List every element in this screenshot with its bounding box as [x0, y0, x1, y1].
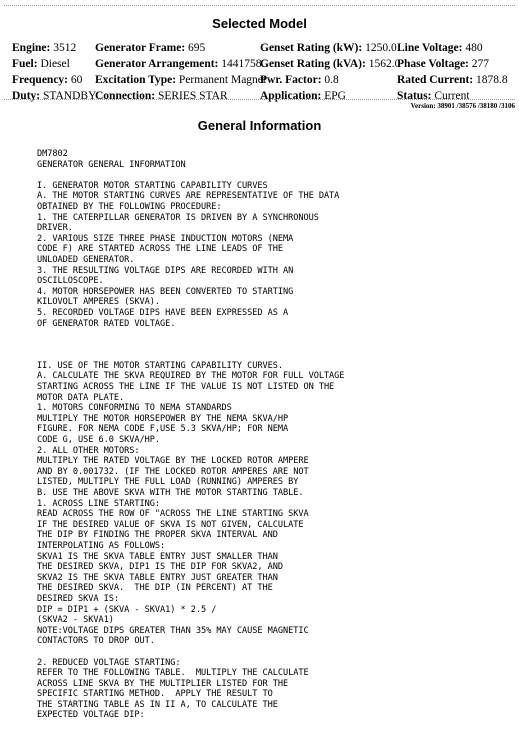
- spec-label: Frequency:: [12, 74, 69, 86]
- spec-label: Genset Rating (kVA):: [260, 58, 366, 70]
- spec-label: Duty:: [12, 90, 41, 102]
- text-line: OF GENERATOR RATED VOLTAGE.: [37, 318, 176, 329]
- text-line: EXPECTED VOLTAGE DIP:: [37, 710, 145, 721]
- text-line: 1. THE CATERPILLAR GENERATOR IS DRIVEN BY A SYNCHRONOUS: [37, 212, 319, 223]
- text-line: 2. ALL OTHER MOTORS:: [37, 445, 140, 456]
- text-line: FIGURE. FOR NEMA CODE F,USE 5.3 SKVA/HP; FOR NEMA: [37, 424, 289, 435]
- spec-cell: [12, 56, 95, 72]
- text-line: 2. VARIOUS SIZE THREE PHASE INDUCTION MOTORS (NEMA: [37, 233, 294, 244]
- text-line: CODE F) ARE STARTED ACROSS THE LINE LEADS OF THE: [37, 244, 283, 255]
- text-line: THE DIP BY FINDING THE PROPER SKVA INTERVAL AND: [37, 530, 278, 541]
- text-line: [37, 647, 511, 658]
- spec-cell: [397, 56, 512, 72]
- spec-label: Status:: [397, 90, 432, 102]
- text-line: MULTIPLY THE RATED VOLTAGE BY THE LOCKED ROTOR AMPERE: [37, 456, 309, 467]
- spec-cell: [260, 72, 397, 88]
- spec-row: [12, 56, 515, 72]
- spec-cell: [260, 88, 397, 104]
- spec-label: Phase Voltage:: [397, 58, 469, 70]
- spec-label: Rated Current:: [397, 74, 474, 86]
- spec-value: 480: [465, 42, 483, 54]
- version-label: Version: 38901 /38576 /38180 /3106: [410, 102, 515, 110]
- spec-label: Excitation Type:: [95, 74, 177, 86]
- spec-value: EPG: [324, 90, 346, 102]
- text-line: SPECIFIC STARTING METHOD. APPLY THE RESULT TO: [37, 689, 273, 700]
- text-line: GENERATOR GENERAL INFORMATION: [37, 159, 186, 170]
- spec-cell: [95, 72, 267, 88]
- text-line: DRIVER.: [37, 223, 73, 234]
- text-line: AND BY 0.001732. (IF THE LOCKED ROTOR AMPERES ARE NOT: [37, 466, 309, 477]
- spec-cell: [95, 40, 260, 56]
- general-information-text: [37, 149, 511, 721]
- text-line: UNLOADED GENERATOR.: [37, 254, 135, 265]
- text-line: REFER TO THE FOLLOWING TABLE. MULTIPLY THE CALCULATE: [37, 668, 309, 679]
- spec-value: 695: [188, 42, 206, 54]
- spec-row: [12, 40, 515, 56]
- text-line: [37, 329, 511, 340]
- spec-cell: [12, 40, 95, 56]
- spec-cell: [260, 40, 397, 56]
- text-line: SKVA1 IS THE SKVA TABLE ENTRY JUST SMALLER THAN: [37, 551, 278, 562]
- text-line: A. THE MOTOR STARTING CURVES ARE REPRESENTATIVE OF THE DATA: [37, 191, 340, 202]
- text-line: [37, 350, 511, 361]
- spec-label: Line Voltage:: [397, 42, 463, 54]
- selected-model-heading: Selected Model: [212, 16, 307, 31]
- text-line: ACROSS LINE SKVA BY THE MULTIPLIER LISTED FOR THE: [37, 678, 289, 689]
- text-line: THE DESIRED SKVA, DIP1 IS THE DIP FOR SKVA2, AND: [37, 562, 283, 573]
- spec-cell: [12, 72, 95, 88]
- spec-value: Diesel: [40, 58, 70, 70]
- text-line: [37, 170, 511, 181]
- text-line: INTERPOLATING AS FOLLOWS:: [37, 540, 166, 551]
- spec-label: Fuel:: [12, 58, 38, 70]
- spec-label: Generator Arrangement:: [95, 58, 219, 70]
- top-divider: [4, 5, 515, 6]
- spec-value: 1441758: [221, 58, 262, 70]
- spec-label: Connection:: [95, 90, 156, 102]
- text-line: (SKVA2 - SKVA1): [37, 615, 114, 626]
- spec-value: 1250.0: [365, 42, 397, 54]
- spec-value: 1562.0: [368, 58, 401, 70]
- text-line: 1. ACROSS LINE STARTING:: [37, 498, 160, 509]
- spec-value: 277: [471, 58, 489, 70]
- text-line: THE DESIRED SKVA. THE DIP (IN PERCENT) AT THE: [37, 583, 273, 594]
- text-line: 4. MOTOR HORSEPOWER HAS BEEN CONVERTED TO STARTING: [37, 286, 294, 297]
- spec-row: [12, 72, 515, 88]
- spec-value: 0.8: [324, 74, 339, 86]
- text-line: KILOVOLT AMPERES (SKVA).: [37, 297, 160, 308]
- text-line: OSCILLOSCOPE.: [37, 276, 104, 287]
- spec-cell: [397, 72, 512, 88]
- spec-value: STANDBY: [43, 90, 97, 102]
- text-line: 2. REDUCED VOLTAGE STARTING:: [37, 657, 181, 668]
- text-line: NOTE:VOLTAGE DIPS GREATER THAN 35% MAY CAUSE MAGNETIC: [37, 625, 309, 636]
- text-line: II. USE OF THE MOTOR STARTING CAPABILITY CURVES.: [37, 360, 283, 371]
- spec-label: Pwr. Factor:: [260, 74, 322, 86]
- spec-label: Application:: [260, 90, 322, 102]
- spec-label: Genset Rating (kW):: [260, 42, 363, 54]
- text-line: THE STARTING TABLE AS IN II A, TO CALCULATE THE: [37, 699, 278, 710]
- text-line: 5. RECORDED VOLTAGE DIPS HAVE BEEN EXPRESSED AS A: [37, 307, 289, 318]
- spec-cell: [260, 56, 401, 72]
- spec-label: Generator Frame:: [95, 42, 186, 54]
- text-line: STARTING ACROSS THE LINE IF THE VALUE IS NOT LISTED ON THE: [37, 382, 335, 393]
- text-line: 3. THE RESULTING VOLTAGE DIPS ARE RECORDED WITH AN: [37, 265, 294, 276]
- text-line: MOTOR DATA PLATE.: [37, 392, 125, 403]
- text-line: SKVA2 IS THE SKVA TABLE ENTRY JUST GREATER THAN: [37, 572, 278, 583]
- text-line: B. USE THE ABOVE SKVA WITH THE MOTOR STARTING TABLE.: [37, 488, 304, 498]
- text-line: DESIRED SKVA IS:: [37, 593, 119, 604]
- text-line: 1. MOTORS CONFORMING TO NEMA STANDARDS: [37, 403, 232, 414]
- text-line: DIP = DIP1 + (SKVA - SKVA1) * 2.5 /: [37, 604, 217, 615]
- spec-cell: [95, 56, 260, 72]
- spec-cell: [397, 40, 512, 56]
- section-divider: [4, 99, 515, 100]
- spec-value: 3512: [53, 42, 77, 54]
- text-line: A. CALCULATE THE SKVA REQUIRED BY THE MOTOR FOR FULL VOLTAGE: [37, 371, 345, 382]
- spec-cell: [95, 88, 260, 104]
- text-line: DM7802: [37, 149, 68, 159]
- spec-table: [12, 40, 515, 104]
- spec-value: SERIES STAR: [157, 90, 228, 102]
- text-line: CODE G, USE 6.0 SKVA/HP.: [37, 435, 160, 446]
- spec-cell: [12, 88, 95, 104]
- text-line: I. GENERATOR MOTOR STARTING CAPABILITY CURVES: [37, 180, 268, 191]
- text-line: MULTIPLY THE MOTOR HORSEPOWER BY THE NEMA SKVA/HP: [37, 413, 289, 424]
- spec-value: Permanent Magnet: [178, 74, 267, 86]
- text-line: IF THE DESIRED VALUE OF SKVA IS NOT GIVEN, CALCULATE: [37, 519, 304, 530]
- spec-label: Engine:: [12, 42, 51, 54]
- spec-value: 60: [70, 74, 83, 86]
- general-information-heading: General Information: [197, 118, 322, 133]
- text-line: [37, 340, 511, 351]
- text-line: OBTAINED BY THE FOLLOWING PROCEDURE:: [37, 201, 222, 212]
- text-line: READ ACROSS THE ROW OF "ACROSS THE LINE STARTING SKVA: [37, 509, 309, 520]
- text-line: CONTACTORS TO DROP OUT.: [37, 636, 155, 647]
- spec-value: Current: [434, 90, 470, 102]
- text-line: LISTED, MULTIPLY THE FULL LOAD (RUNNING) AMPERES BY: [37, 477, 299, 488]
- spec-value: 1878.8: [476, 74, 508, 86]
